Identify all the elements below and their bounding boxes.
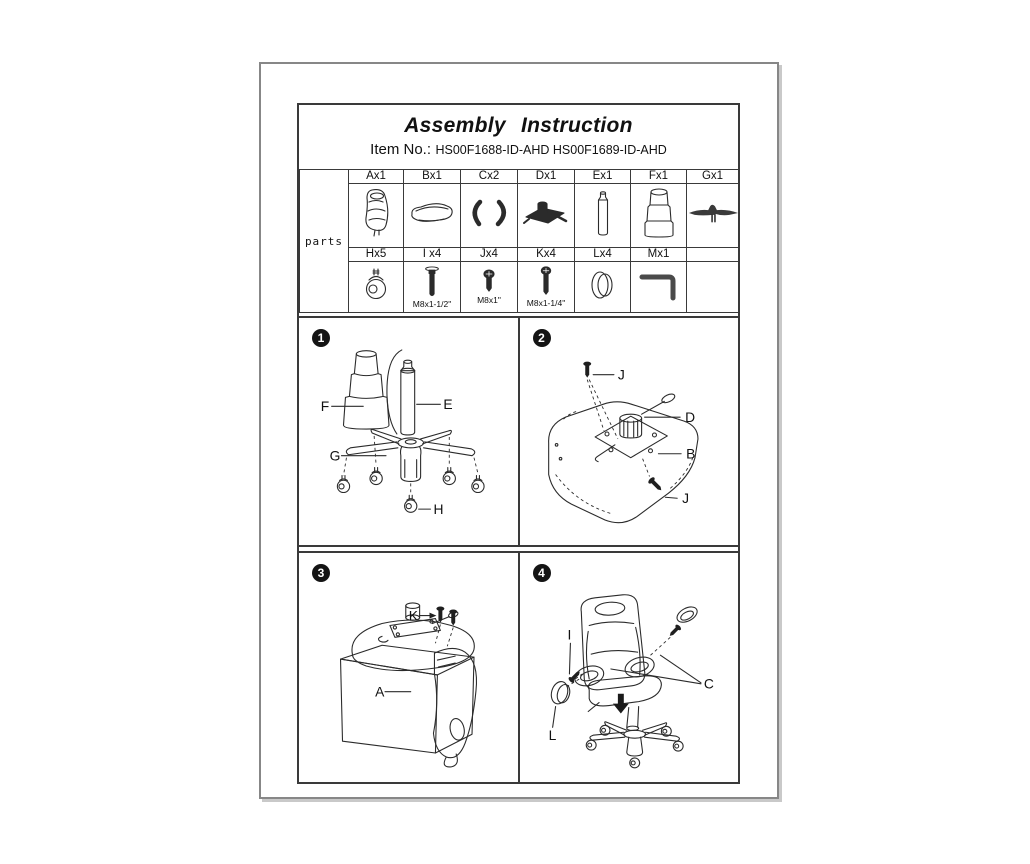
part-cell-H: [349, 262, 404, 313]
seat-cushion-icon: [409, 199, 455, 227]
size-label-K: M8x1-1/4": [526, 298, 566, 308]
item-no-label: Item No.:: [370, 141, 432, 158]
callout-J-bottom: J: [681, 490, 689, 507]
callout-A: A: [375, 683, 385, 700]
screw-icon: [539, 266, 553, 298]
part-id-L: Lx4: [575, 248, 631, 262]
size-label-J: M8x1": [477, 295, 501, 305]
step-1-badge: 1: [312, 329, 330, 347]
allen-key-icon: [638, 269, 680, 301]
gas-lift-icon: [595, 187, 611, 239]
empty-cell: [687, 262, 739, 313]
step-4-diagram: [520, 553, 739, 782]
screw-J-bottom: [647, 476, 664, 493]
part-cell-E: [575, 184, 631, 248]
callout-G: G: [329, 447, 341, 464]
step-1-diagram: [299, 318, 518, 545]
part-id-F: Fx1: [631, 170, 687, 184]
part-cell-B: [404, 184, 461, 248]
step-2-diagram: [520, 318, 739, 545]
star-base-icon: [687, 200, 739, 226]
callout-H: H: [433, 501, 444, 518]
parts-row-label: parts: [300, 170, 349, 313]
part-cell-K: [518, 262, 575, 313]
step-3-diagram: [299, 553, 518, 782]
steps-row-2: [299, 551, 738, 782]
part-cell-F: [631, 184, 687, 248]
caster-guides: [343, 436, 477, 495]
item-number-line: [299, 141, 738, 159]
part-id-D: Dx1: [518, 170, 575, 184]
part-id-E: Ex1: [575, 170, 631, 184]
part-cell-C: [461, 184, 518, 248]
step-4-panel: [520, 553, 739, 782]
tilt-mechanism-icon: [521, 198, 571, 228]
part-id-G: Gx1: [687, 170, 739, 184]
down-arrow: [612, 694, 628, 714]
part-cell-M: [631, 262, 687, 313]
part-id-J: Jx4: [461, 248, 518, 262]
steps-row-1: [299, 316, 738, 547]
part-id-B: Bx1: [404, 170, 461, 184]
callout-F: F: [320, 398, 330, 415]
part-cell-D: [518, 184, 575, 248]
part-cell-J: [461, 262, 518, 313]
parts-table: [299, 169, 739, 313]
step-3-badge: 3: [312, 564, 330, 582]
arrowhead: [430, 613, 437, 619]
telescopic-cover-icon: [642, 185, 676, 241]
part-cell-G: [687, 184, 739, 248]
part-id-K: Kx4: [518, 248, 575, 262]
callout-C: C: [703, 675, 714, 692]
step-2-badge: 2: [533, 329, 551, 347]
cap-icon: [589, 268, 617, 302]
callout-K: K: [408, 607, 418, 624]
part-id-M: Mx1: [631, 248, 687, 262]
empty-header-cell: [687, 248, 739, 262]
callout-J-top: J: [617, 366, 625, 383]
callout-D: D: [684, 409, 695, 426]
callout-B: B: [685, 445, 695, 462]
page-title: Assembly Instruction: [404, 114, 633, 137]
part-id-H: Hx5: [349, 248, 404, 262]
part-id-C: Cx2: [461, 170, 518, 184]
armrest-cover-icon: [467, 197, 511, 229]
step-1-panel: [299, 318, 520, 545]
part-id-I: I x4: [404, 248, 461, 262]
screw-icon: [482, 269, 496, 295]
part-cell-L: [575, 262, 631, 313]
step-3-panel: [299, 553, 520, 782]
step-4-badge: 4: [533, 564, 551, 582]
screw-K-1: [436, 606, 444, 622]
chair-back-icon: [356, 185, 396, 241]
bolt-icon: [423, 265, 441, 299]
callout-E: E: [443, 396, 453, 413]
callout-L: L: [548, 727, 556, 744]
callout-I: I: [566, 626, 571, 643]
part-cell-A: [349, 184, 404, 248]
page: [259, 62, 779, 799]
item-no-value: HS00F1688-ID-AHD HS00F1689-ID-AHD: [435, 143, 667, 157]
content-frame: [297, 103, 740, 784]
step-2-panel: [520, 318, 739, 545]
size-label-I: M8x1-1/2": [412, 299, 452, 309]
screw-top-right: [667, 624, 682, 639]
caster-wheel-icon: [361, 266, 391, 304]
screw-J-top: [583, 362, 591, 378]
part-id-A: Ax1: [349, 170, 404, 184]
part-cell-I: [404, 262, 461, 313]
caster-wheels: [586, 725, 683, 768]
